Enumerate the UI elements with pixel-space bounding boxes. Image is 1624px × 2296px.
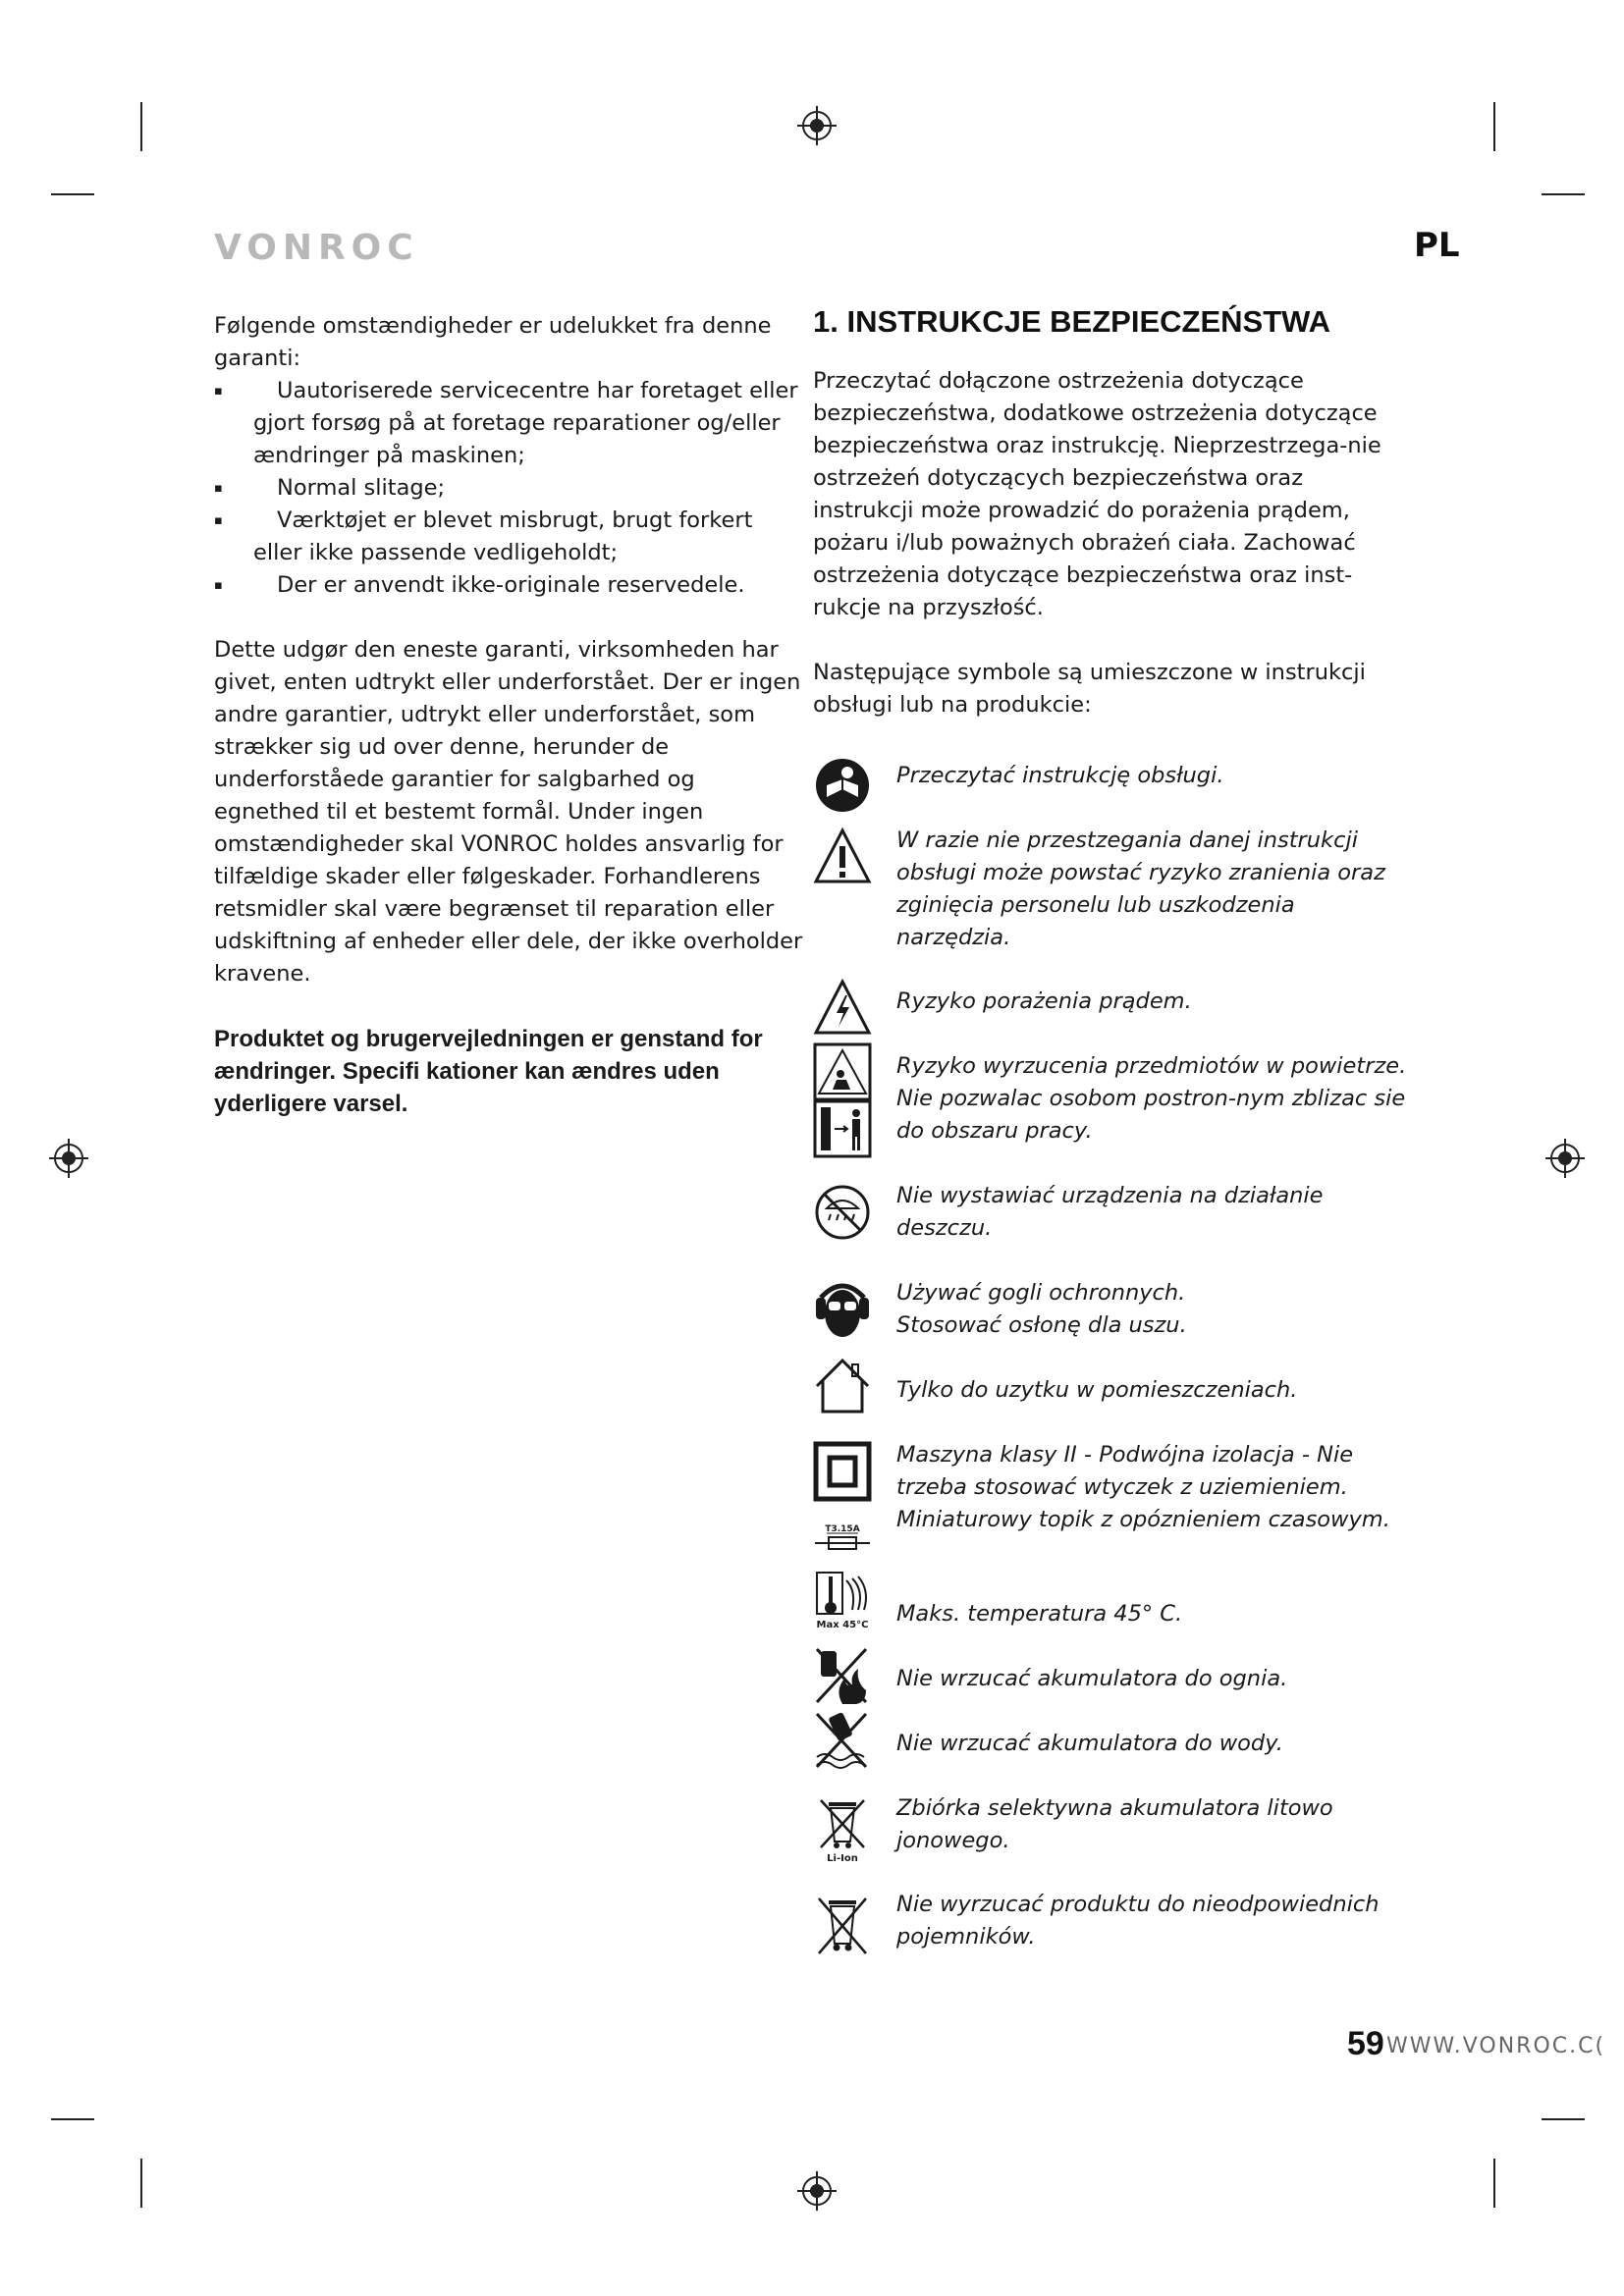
flying-objects-icon [813,1042,872,1158]
class-ii-icon [813,1441,872,1502]
no-rain-icon [813,1183,872,1242]
page-number: 59 [1347,2025,1384,2062]
crop-mark-top-right-h [1542,193,1585,195]
warranty-paragraph: Dette udgør den eneste garanti, virksomheden har givet, enten udtrykt eller underforstået. Der er ingen andre garantier, udtrykt eller underforstået, som strækker sig ud over denne, herunder de underforståede garantier for salgbarhed og egnethed til et bestemt formål. Under ingen omstændigheder skal VONROC holdes ansvarlig for tilfældige skader eller følgeskader. Forhandlerens retsmidler skal være begrænset til reparation eller udskiftning af enheder eller dele, der ikke overholder kravene. [214,637,803,987]
list-item: ▪ Værktøjet er blevet misbrugt, brugt forkert eller ikke passende vedligeholdt; [214,505,803,569]
warning-triangle-icon [813,827,872,885]
safety-paragraph: Przeczytać dołączone ostrzeżenia dotyczące bezpieczeństwa, dodatkowe ostrzeżenia dotyczące bezpieczeństwa oraz instrukcję. Nieprzestrzega-nie ostrzeżeń dotyczących bezpieczeństwa oraz instrukcji może prowadzić do porażenia prądem, pożaru i/lub poważnych obrażeń ciała. Zachować ostrzeżenia dotyczące bezpieczeństwa oraz inst-rukcje na przyszłość. [813,368,1381,620]
crop-mark-bottom-left-h [51,2118,94,2120]
registration-mark-icon [797,2171,837,2211]
symbol-text: Nie wrzucać akumulatora do wody. [896,1731,1283,1756]
change-notice: Produktet og brugervejledningen er genstand for ændringer. Specifi kationer kan ændres uden yderligere varsel. [214,1026,763,1117]
symbol-text: Przeczytać instrukcję obsługi. [896,763,1224,788]
symbol-text: Nie wyrzucać produktu do nieodpowiednich pojemników. [896,1892,1380,1949]
goggles-ear-protection-icon [813,1278,872,1343]
indoor-use-icon [813,1357,872,1415]
crop-mark-top-left-h [51,193,94,195]
no-water-icon [813,1710,872,1771]
no-fire-icon [813,1645,872,1706]
right-column [813,300,1402,721]
list-item: ▪ Der er anvendt ikke-originale reservedele. [214,569,803,602]
list-item: ▪ Uautoriserede servicecentre har foretaget eller gjort forsøg på at foretage reparationer og/eller ændringer på maskinen; [214,375,803,472]
fuse-icon [813,1522,872,1557]
svg-text:Max 45°C: Max 45°C [816,1620,869,1630]
symbols-intro: Następujące symbole są umieszczone w instrukcji obsługi lub na produkcie: [813,660,1366,718]
read-manual-icon [813,756,872,815]
registration-mark-icon [797,106,837,145]
svg-text:Li-Ion: Li-Ion [827,1853,858,1863]
language-code: PL [1414,226,1460,265]
symbol-text: Miniaturowy topik z opóznieniem czasowym. [896,1507,1390,1532]
symbol-text: Maszyna klasy II - Podwójna izolacja - Nie trzeba stosować wtyczek z uziemieniem. [896,1442,1354,1500]
crop-mark-top-right [1493,102,1495,151]
symbol-text: Maks. temperatura 45° C. [896,1601,1183,1627]
list-item: ▪ Normal slitage; [214,472,803,505]
registration-mark-icon [1545,1139,1585,1178]
weee-bin-icon [813,1895,872,1957]
crop-mark-top-left [140,102,142,151]
electric-shock-icon [813,978,872,1037]
symbol-text: Nie wrzucać akumulatora do ognia. [896,1666,1288,1691]
symbol-text: Tylko do uzytku w pomieszczeniach. [896,1377,1298,1403]
exclusion-list [214,375,803,602]
crop-mark-bottom-right-h [1542,2118,1585,2120]
left-column [214,310,803,1120]
li-ion-recycle-icon [813,1794,872,1863]
symbol-text: Nie wystawiać urządzenia na działanie deszczu. [896,1183,1324,1241]
brand-logo: VONROC [214,228,419,268]
symbol-text: Ryzyko wyrzucenia przedmiotów w powietrze. Nie pozwalac osobom postron-nym zblizac sie do obszaru pracy. [896,1053,1407,1144]
website-url: WWW.VONROC.C( [1386,2034,1606,2058]
symbol-text: W razie nie przestzegania danej instrukcji obsługi może powstać ryzyko zranienia oraz zginięcia personelu lub uszkodzenia narzędzia. [896,828,1385,950]
crop-mark-bottom-right [1493,2159,1495,2208]
crop-mark-bottom-left [140,2159,142,2208]
symbol-text: Ryzyko porażenia prądem. [896,988,1192,1014]
section-heading: 1. INSTRUKCJE BEZPIECZEŃSTWA [813,304,1331,339]
registration-mark-icon [49,1139,88,1178]
symbol-text: Zbiórka selektywna akumulatora litowo jonowego. [896,1795,1333,1853]
warranty-intro: Følgende omstændigheder er udelukket fra denne garanti: [214,313,772,371]
svg-text:T3.15A: T3.15A [825,1524,860,1534]
symbol-text: Używać gogli ochronnych. Stosować osłonę dla uszu. [896,1280,1187,1338]
max-temperature-icon [813,1571,872,1631]
